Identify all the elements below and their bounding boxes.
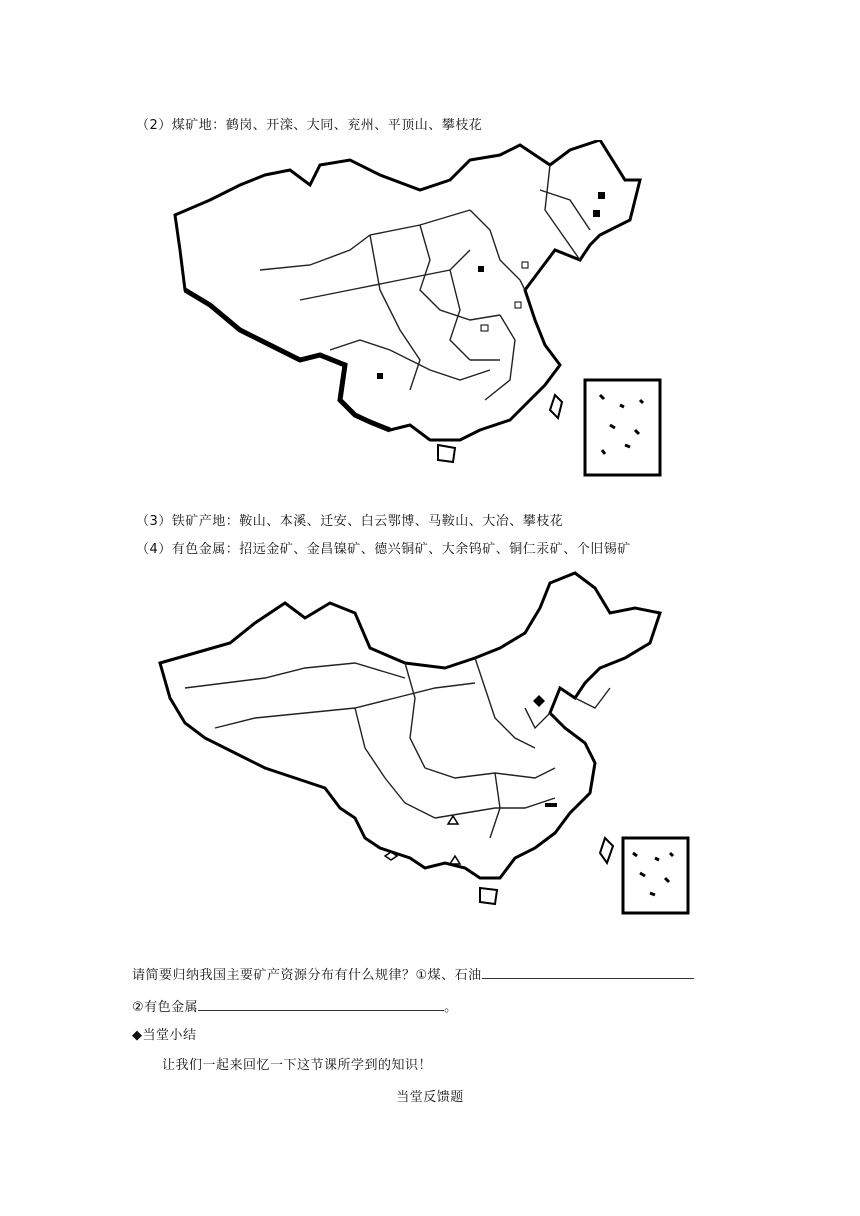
coal-marker-pingdingshan (481, 325, 488, 331)
china-outline-2 (160, 573, 660, 878)
beijing-marker (533, 695, 545, 707)
metals-map (155, 568, 700, 918)
feedback-title: 当堂反馈题 (396, 1090, 464, 1105)
coal-marker-yanzhou (515, 302, 521, 308)
answer-blank-nonferrous[interactable] (198, 996, 444, 1011)
taiwan-island-2 (600, 838, 613, 863)
triangle-marker-tongren (448, 816, 458, 824)
triangle-marker-gejiu (450, 856, 460, 864)
question-end-mark: 。 (444, 1000, 458, 1015)
coal-marker-datong (478, 266, 484, 272)
coal-marker-hegang (598, 192, 605, 199)
question-line-2 (132, 996, 458, 1015)
china-outline-1 (175, 140, 640, 440)
south-sea-inset-1 (585, 380, 660, 475)
taiwan-island-1 (550, 395, 562, 418)
iron-marker-dexing (545, 803, 557, 807)
hainan-island-2 (480, 888, 497, 904)
coal-sites-line: （2）煤矿地：鹤岗、开滦、大同、兖州、平顶山、攀枝花 (136, 118, 483, 133)
coal-marker-2 (593, 210, 600, 217)
south-sea-dots-2 (633, 853, 673, 895)
question-text-2: ②有色金属 (132, 1000, 199, 1015)
question-line-1 (132, 964, 694, 983)
hainan-island-1 (438, 445, 455, 462)
iron-sites-line: （3）铁矿产地：鞍山、本溪、迁安、白云鄂博、马鞍山、大冶、攀枝花 (136, 514, 564, 529)
south-sea-dots-1 (600, 395, 643, 454)
coal-marker-kailuan (522, 262, 528, 268)
nonferrous-sites-line: （4）有色金属：招远金矿、金昌镍矿、德兴铜矿、大余钨矿、铜仁汞矿、个旧锡矿 (136, 542, 631, 557)
coal-map (170, 140, 670, 485)
province-lines-1 (260, 165, 590, 400)
south-sea-inset-2 (623, 838, 688, 913)
coal-marker-panzhihua (377, 373, 383, 379)
question-text-1: 请简要归纳我国主要矿产资源分布有什么规律？①煤、石油 (132, 968, 482, 983)
answer-blank-coal-oil[interactable] (482, 964, 694, 979)
summary-text: 让我们一起来回忆一下这节课所学到的知识！ (162, 1058, 433, 1073)
summary-heading: ◆当堂小结 (132, 1028, 197, 1043)
province-lines-2 (185, 658, 610, 838)
southwest-border-1 (185, 290, 390, 430)
